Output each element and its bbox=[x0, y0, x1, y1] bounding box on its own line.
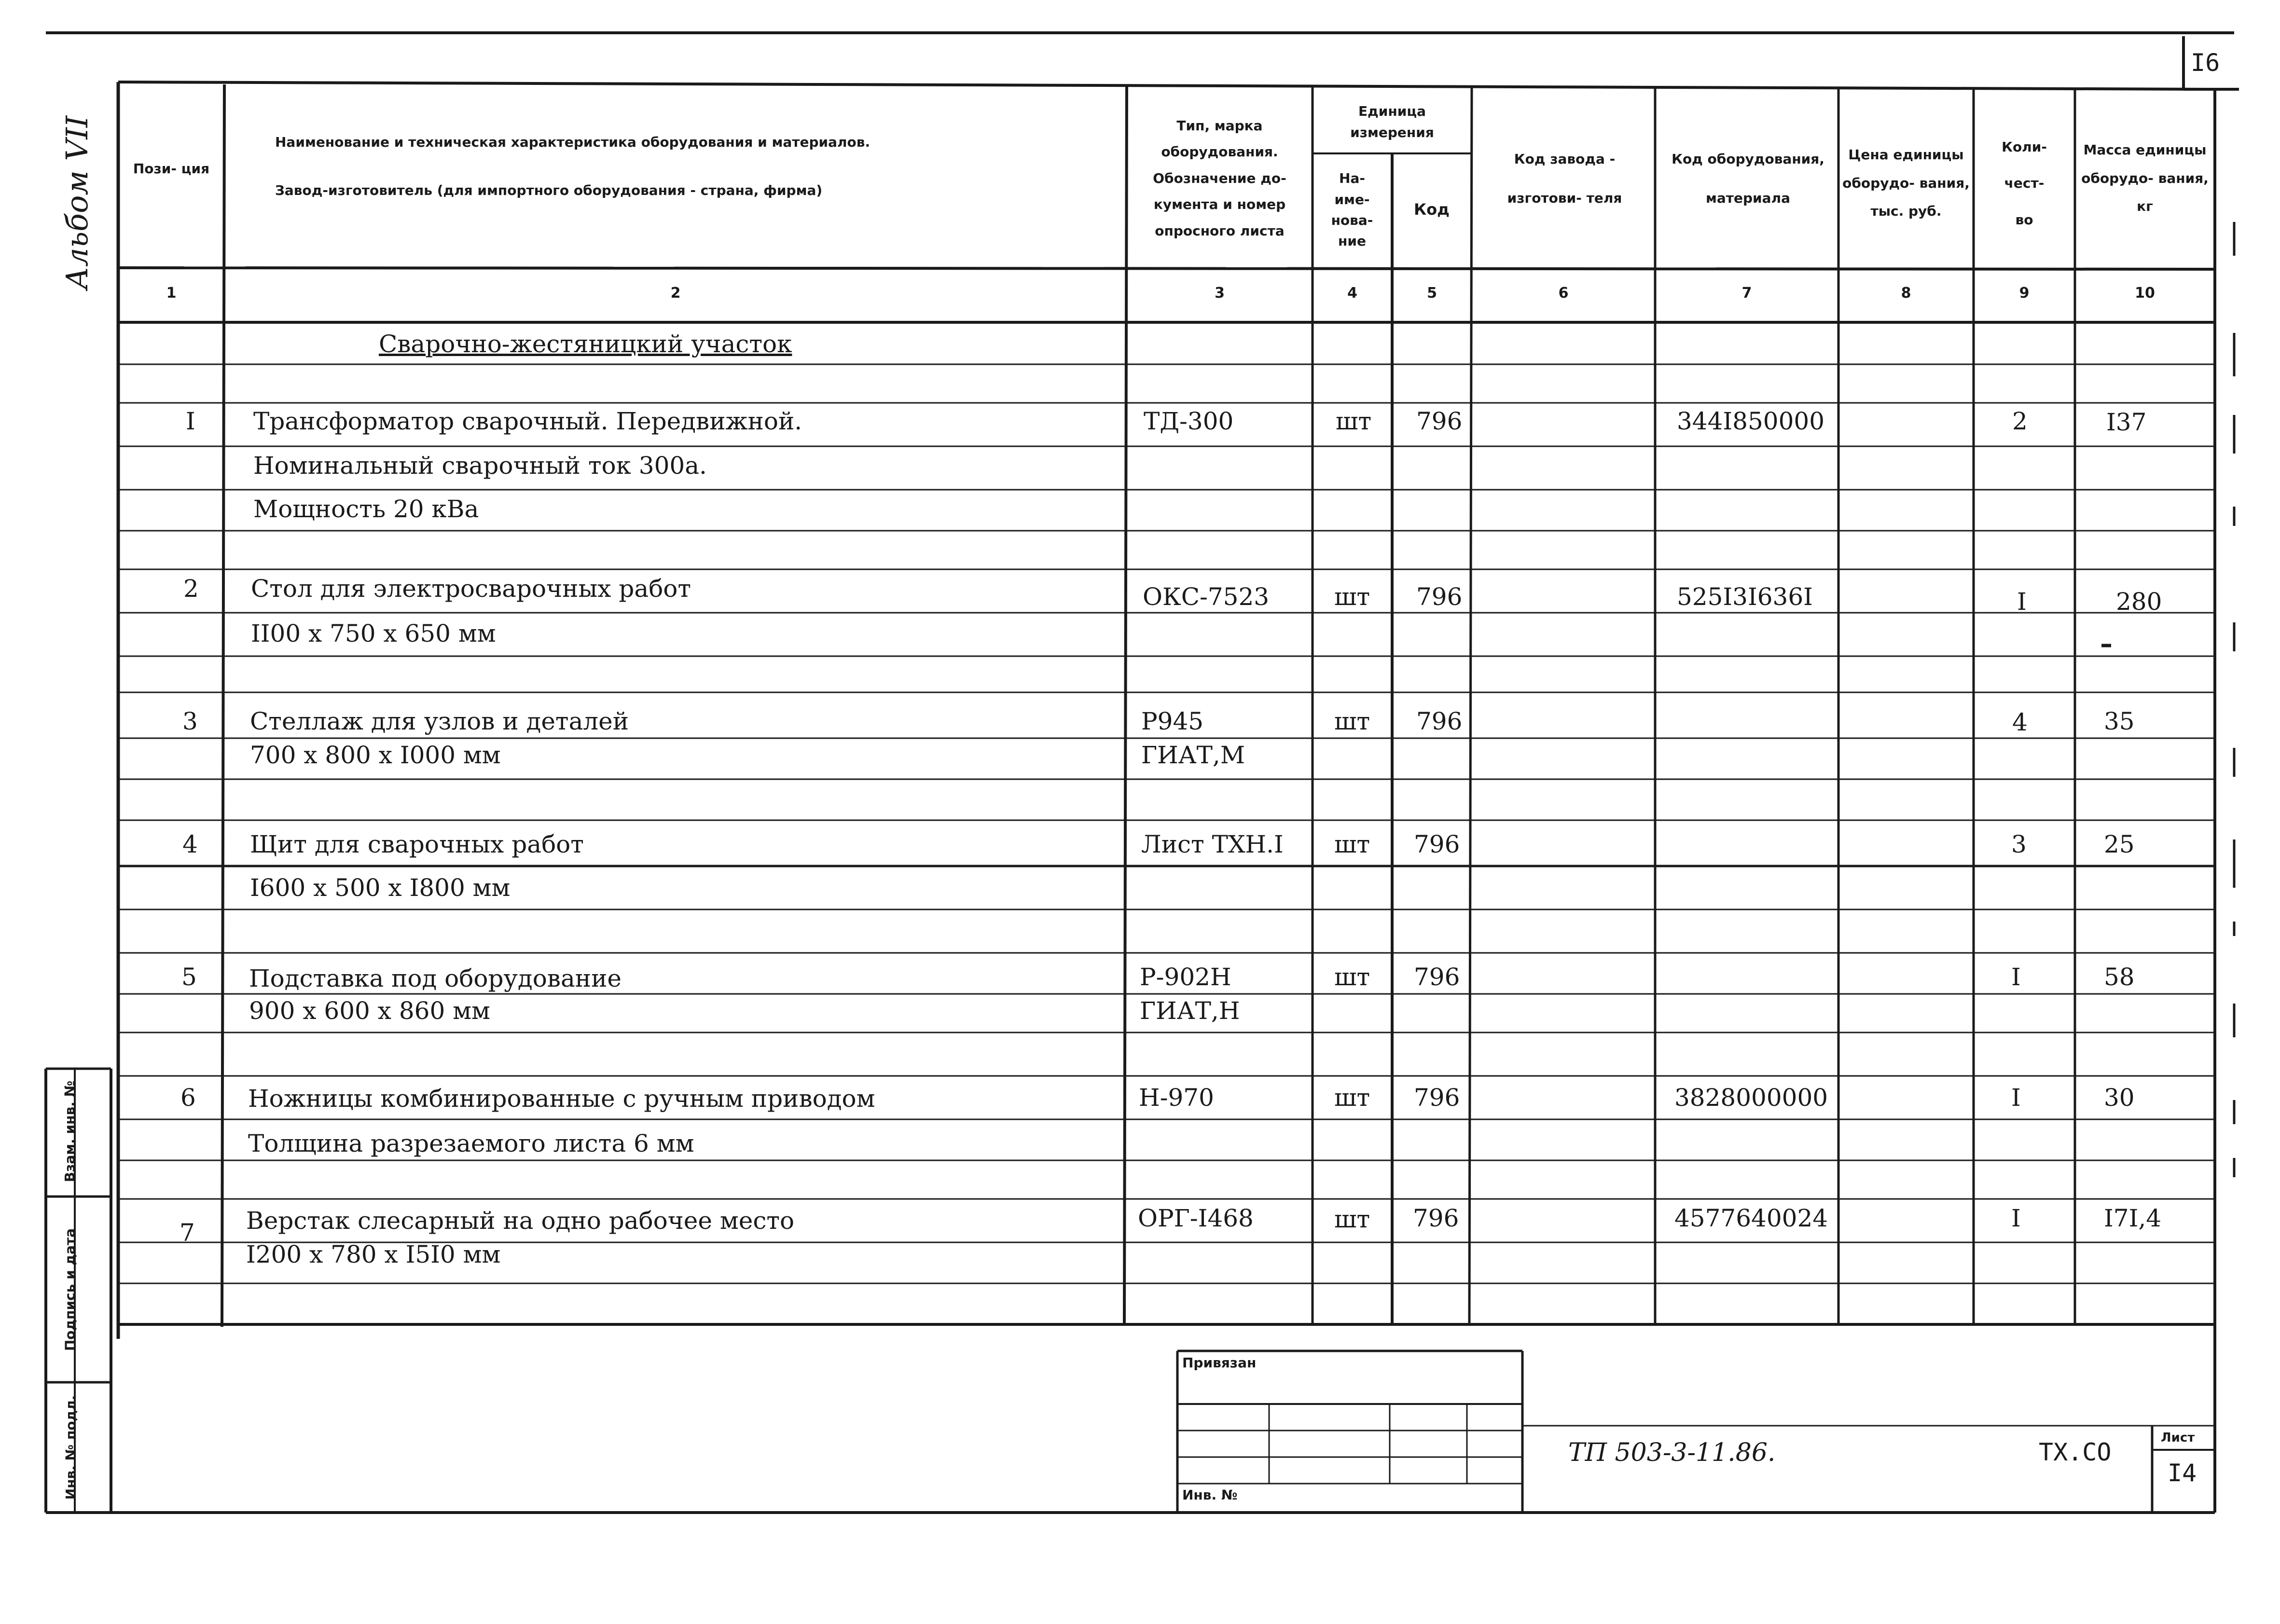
row5-unit: шт bbox=[1334, 963, 1370, 991]
header-unit-name: На- име- нова- ние bbox=[1331, 170, 1373, 249]
row6-name-line2: Толщина разрезаемого листа 6 мм bbox=[248, 1129, 694, 1157]
colnum-6: 6 bbox=[1558, 285, 1569, 302]
stamp-attached-label: Привязан bbox=[1182, 1355, 1257, 1371]
row4-type: Лист ТХН.I bbox=[1141, 830, 1284, 858]
stamp-sheet-number: I4 bbox=[2168, 1459, 2197, 1487]
colnum-2: 2 bbox=[670, 285, 681, 302]
row6-unit-code: 796 bbox=[1414, 1084, 1460, 1112]
row7-unit: шт bbox=[1334, 1205, 1370, 1233]
row5-type-line2: ГИАТ,Н bbox=[1140, 997, 1240, 1025]
colnum-9: 9 bbox=[2019, 285, 2030, 302]
row3-position: 3 bbox=[182, 707, 198, 735]
row1-quantity: 2 bbox=[2012, 407, 2028, 435]
row4-quantity: 3 bbox=[2011, 830, 2027, 858]
row3-type-line2: ГИАТ,М bbox=[1141, 741, 1245, 769]
row1-unit: шт bbox=[1336, 407, 1372, 435]
row5-unit-code: 796 bbox=[1414, 963, 1460, 991]
stamp-doc-suffix: ТХ.СО bbox=[2039, 1438, 2112, 1466]
row1-name: Трансформатор сварочный. Передвижной. bbox=[253, 407, 802, 435]
row3-name: Стеллаж для узлов и деталей bbox=[250, 707, 629, 735]
stamp-sheet-label: Лист bbox=[2161, 1431, 2195, 1445]
row4-unit-code: 796 bbox=[1414, 830, 1460, 858]
row5-mass: 58 bbox=[2104, 963, 2135, 991]
row6-type: Н-970 bbox=[1139, 1084, 1214, 1112]
row6-quantity: I bbox=[2011, 1084, 2021, 1112]
colnum-8: 8 bbox=[1901, 285, 1911, 302]
row5-type: Р-902Н bbox=[1140, 963, 1231, 991]
header-name-line1: Наименование и техническая характеристика оборудования и материалов. bbox=[275, 134, 871, 151]
row2-type: ОКС-7523 bbox=[1143, 583, 1270, 611]
row4-unit: шт bbox=[1334, 830, 1370, 858]
row5-name: Подставка под оборудование bbox=[249, 964, 622, 992]
row2-unit-code: 796 bbox=[1416, 583, 1463, 611]
header-position: Пози- ция bbox=[133, 161, 210, 177]
header-unit-code: Код bbox=[1414, 200, 1450, 219]
top-sheet-number: I6 bbox=[2191, 49, 2220, 77]
row2-unit: шт bbox=[1334, 583, 1370, 611]
row5-name-line2: 900 x 600 x 860 мм bbox=[249, 997, 490, 1025]
row3-unit-code: 796 bbox=[1416, 707, 1463, 735]
row4-mass: 25 bbox=[2104, 830, 2135, 858]
header-quantity: Коли- чест- во bbox=[2002, 138, 2047, 228]
row7-type: ОРГ-I468 bbox=[1138, 1204, 1254, 1232]
row3-name-line2: 700 x 800 x I000 мм bbox=[250, 741, 501, 769]
header-plant-code: Код завода - изготови- теля bbox=[1507, 151, 1622, 206]
row2-quantity: I bbox=[2017, 588, 2027, 616]
row7-name-line2: I200 x 780 x I5I0 мм bbox=[246, 1240, 501, 1268]
colnum-7: 7 bbox=[1741, 285, 1752, 302]
row3-mass: 35 bbox=[2104, 707, 2135, 735]
row6-name: Ножницы комбинированные с ручным приводом bbox=[248, 1085, 875, 1113]
header-type: Тип, марка оборудования. Обозначение до- кумента и номер опросного листа bbox=[1153, 117, 1286, 239]
row6-position: 6 bbox=[180, 1084, 196, 1112]
row6-unit: шт bbox=[1334, 1084, 1370, 1112]
row7-item-code: 4577640024 bbox=[1674, 1204, 1828, 1232]
row2-mass: 280 bbox=[2116, 588, 2162, 616]
row3-unit: шт bbox=[1334, 707, 1370, 735]
header-unit-group: Единица измерения bbox=[1350, 103, 1434, 140]
row1-name-line2: Номинальный сварочный ток 300а. bbox=[253, 452, 707, 480]
row7-unit-code: 796 bbox=[1413, 1204, 1459, 1232]
row3-quantity: 4 bbox=[2012, 708, 2028, 736]
header-item-code: Код оборудования, материала bbox=[1672, 151, 1824, 206]
stamp-doc-code: ТП 503-3-11.86. bbox=[1568, 1438, 1776, 1467]
stamp-inv-label: Инв. № bbox=[1182, 1487, 1238, 1503]
colnum-5: 5 bbox=[1427, 285, 1437, 302]
row7-mass: I7I,4 bbox=[2104, 1204, 2162, 1232]
colnum-4: 4 bbox=[1347, 285, 1357, 302]
row2-name: Стол для электросварочных работ bbox=[251, 575, 691, 603]
album-mark: Альбом VII bbox=[59, 115, 95, 289]
row1-item-code: 344I850000 bbox=[1677, 407, 1825, 435]
row3-type: Р945 bbox=[1141, 707, 1204, 735]
row5-position: 5 bbox=[181, 963, 197, 991]
row7-name: Верстак слесарный на одно рабочее место bbox=[246, 1207, 795, 1235]
row4-name-line2: I600 x 500 x I800 мм bbox=[250, 874, 511, 902]
row1-unit-code: 796 bbox=[1416, 407, 1463, 435]
row2-name-line2: II00 x 750 x 650 мм bbox=[251, 619, 496, 647]
row6-item-code: 3828000000 bbox=[1674, 1084, 1828, 1112]
row1-type: ТД-300 bbox=[1144, 407, 1234, 435]
row1-position: I bbox=[186, 407, 195, 435]
side-signature-date: Подпись и дата bbox=[62, 1228, 78, 1351]
header-mass: Масса единицы оборудо- вания, кг bbox=[2081, 141, 2209, 215]
row6-mass: 30 bbox=[2104, 1084, 2135, 1112]
row1-mass: I37 bbox=[2106, 408, 2147, 436]
row4-name: Щит для сварочных работ bbox=[250, 830, 584, 858]
row7-position: 7 bbox=[180, 1219, 195, 1247]
row7-quantity: I bbox=[2011, 1204, 2021, 1232]
header-name-line2: Завод-изготовитель (для импортного оборудования - страна, фирма) bbox=[275, 182, 823, 199]
side-inv-original: Инв. № подл. bbox=[63, 1395, 79, 1500]
row4-position: 4 bbox=[182, 830, 198, 858]
colnum-1: 1 bbox=[166, 285, 177, 302]
colnum-10: 10 bbox=[2135, 285, 2155, 302]
colnum-3: 3 bbox=[1215, 285, 1225, 302]
row1-name-line3: Мощность 20 кВа bbox=[253, 495, 479, 523]
row2-position: 2 bbox=[183, 575, 199, 603]
row5-quantity: I bbox=[2011, 963, 2021, 991]
section-title: Сварочно-жестяницкий участок bbox=[379, 330, 792, 358]
row2-item-code: 525I3I636I bbox=[1677, 583, 1813, 611]
header-price: Цена единицы оборудо- вания, тыс. руб. bbox=[1842, 146, 1970, 220]
side-replace-inv: Взам. инв. № bbox=[62, 1080, 78, 1183]
